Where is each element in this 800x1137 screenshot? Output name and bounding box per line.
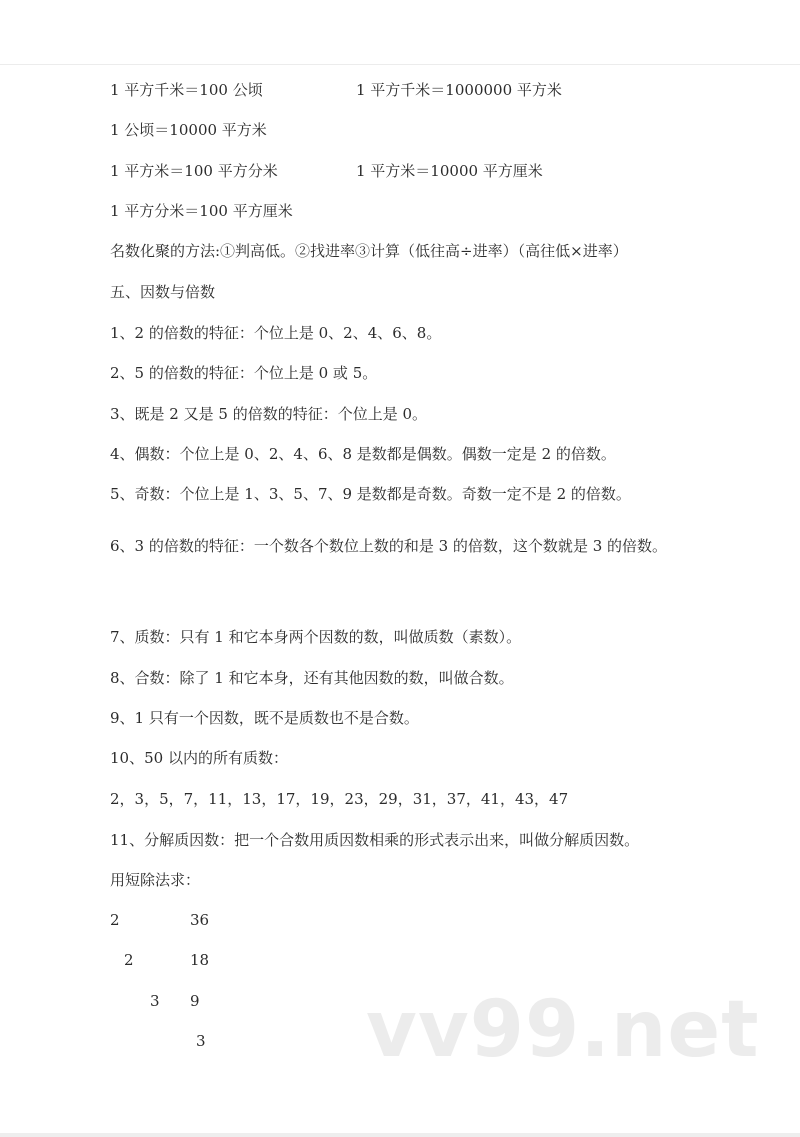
text-line: 11、分解质因数：把一个合数用质因数相乘的形式表示出来，叫做分解质因数。 [110,831,640,849]
section-heading: 五、因数与倍数 [110,283,216,301]
text-line: 1 平方千米＝100 公顷 [110,81,263,99]
text-line: 5、奇数：个位上是 1、3、5、7、9 是数都是奇数。奇数一定不是 2 的倍数。 [110,485,631,503]
dividend: 9 [190,992,200,1010]
text-line: 2、5 的倍数的特征：个位上是 0 或 5。 [110,364,378,382]
text-line: 1 平方分米＝100 平方厘米 [110,202,293,220]
text-line: 7、质数：只有 1 和它本身两个因数的数，叫做质数（素数）。 [110,628,522,646]
page-top-border [0,64,800,65]
text-line: 2，3，5，7，11，13，17，19，23，29，31，37，41，43，47 [110,790,569,808]
text-line: 9、1 只有一个因数，既不是质数也不是合数。 [110,709,419,727]
dividend: 18 [190,951,210,969]
text-line: 1 平方千米＝1000000 平方米 [356,81,562,99]
divisor: 2 [124,951,134,969]
text-line: 10、50 以内的所有质数： [110,749,288,767]
text-line: 3、既是 2 又是 5 的倍数的特征：个位上是 0。 [110,405,428,423]
watermark: vv99.net [366,985,760,1075]
text-line: 1 公顷＝10000 平方米 [110,121,267,139]
text-line: 1 平方米＝10000 平方厘米 [356,162,543,180]
text-line: 1、2 的倍数的特征：个位上是 0、2、4、6、8。 [110,324,442,342]
text-line: 6、3 的倍数的特征：一个数各个数位上数的和是 3 的倍数，这个数就是 3 的倍数。 [110,537,668,555]
dividend: 36 [190,911,210,929]
divisor: 3 [150,992,160,1010]
text-line: 1 平方米＝100 平方分米 [110,162,278,180]
text-line: 用短除法求： [110,871,201,889]
text-line: 8、合数：除了 1 和它本身，还有其他因数的数，叫做合数。 [110,669,514,687]
quotient: 3 [196,1032,206,1050]
page-bottom-border [0,1133,800,1137]
divisor: 2 [110,911,120,929]
text-line: 名数化聚的方法:①判高低。②找进率③计算（低往高÷进率）（高往低×进率） [110,242,628,260]
text-line: 4、偶数：个位上是 0、2、4、6、8 是数都是偶数。偶数一定是 2 的倍数。 [110,445,616,463]
